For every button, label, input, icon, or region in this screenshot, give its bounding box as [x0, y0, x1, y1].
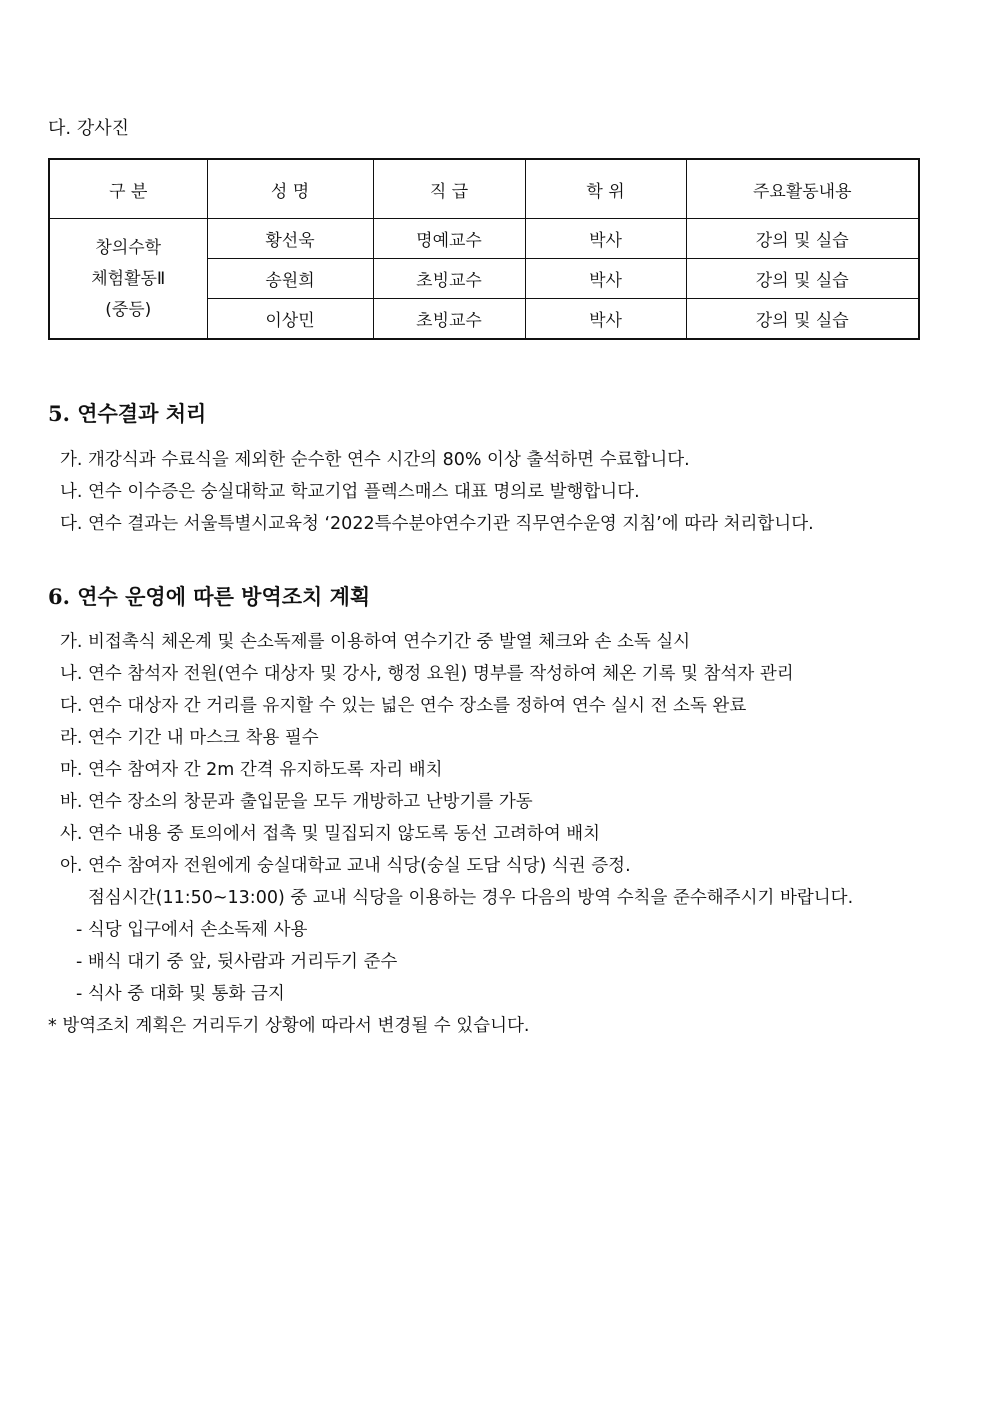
category-line: 체험활동Ⅱ	[91, 269, 166, 289]
header-name: 성 명	[207, 159, 373, 219]
lunch-rule: - 식당 입구에서 손소독제 사용	[76, 920, 308, 940]
section5-item: 나. 연수 이수증은 숭실대학교 학교기업 플렉스매스 대표 명의로 발행합니다.	[60, 482, 640, 502]
instructor-table	[48, 158, 920, 340]
instructor-rank: 초빙교수	[373, 299, 525, 340]
instructor-name: 이상민	[207, 299, 373, 340]
section6-item: 나. 연수 참석자 전원(연수 대상자 및 강사, 행정 요원) 명부를 작성하여 체온 기록 및 참석자 관리	[60, 664, 794, 684]
section-c-title: 다. 강사진	[48, 118, 129, 139]
footnote: * 방역조치 계획은 거리두기 상황에 따라서 변경될 수 있습니다.	[48, 1016, 530, 1036]
instructor-name: 송원희	[207, 259, 373, 299]
category-line: 창의수학	[95, 238, 162, 258]
section6-item: 마. 연수 참여자 간 2m 간격 유지하도록 자리 배치	[60, 760, 443, 780]
table-row	[49, 219, 919, 259]
section6-title: 6. 연수 운영에 따른 방역조치 계획	[48, 584, 371, 609]
instructor-degree: 박사	[525, 219, 686, 259]
section5-title: 5. 연수결과 처리	[48, 401, 207, 426]
instructor-rank: 명예교수	[373, 219, 525, 259]
section6-item: 다. 연수 대상자 간 거리를 유지할 수 있는 넓은 연수 장소를 정하여 연수 실시 전 소독 완료	[60, 696, 747, 716]
section6-item: 라. 연수 기간 내 마스크 착용 필수	[60, 728, 319, 748]
section5-item: 다. 연수 결과는 서울특별시교육청 ‘2022특수분야연수기관 직무연수운영 지침’에 따라 처리합니다.	[60, 514, 814, 534]
instructor-activity: 강의 및 실습	[686, 259, 919, 299]
category-cell	[49, 219, 207, 340]
table-header-row	[49, 159, 919, 219]
instructor-activity: 강의 및 실습	[686, 299, 919, 340]
section5-item: 가. 개강식과 수료식을 제외한 순수한 연수 시간의 80% 이상 출석하면 수료합니다.	[60, 450, 690, 470]
section6-item: 바. 연수 장소의 창문과 출입문을 모두 개방하고 난방기를 가동	[60, 792, 533, 812]
header-rank: 직 급	[373, 159, 525, 219]
category-line: (중등)	[105, 300, 152, 320]
instructor-rank: 초빙교수	[373, 259, 525, 299]
header-degree: 학 위	[525, 159, 686, 219]
section6-item: 사. 연수 내용 중 토의에서 접촉 및 밀집되지 않도록 동선 고려하여 배치	[60, 824, 601, 844]
section6-item: 가. 비접촉식 체온계 및 손소독제를 이용하여 연수기간 중 발열 체크와 손 소독 실시	[60, 632, 691, 652]
instructor-activity: 강의 및 실습	[686, 219, 919, 259]
header-category: 구 분	[49, 159, 207, 219]
section6-item: 아. 연수 참여자 전원에게 숭실대학교 교내 식당(숭실 도담 식당) 식권 증정.	[60, 856, 631, 876]
lunch-rule: - 식사 중 대화 및 통화 금지	[76, 984, 285, 1004]
instructor-degree: 박사	[525, 299, 686, 340]
lunch-note: 점심시간(11:50~13:00) 중 교내 식당을 이용하는 경우 다음의 방역 수칙을 준수해주시기 바랍니다.	[88, 888, 854, 908]
header-activity: 주요활동내용	[686, 159, 919, 219]
lunch-rule: - 배식 대기 중 앞, 뒷사람과 거리두기 준수	[76, 952, 398, 972]
instructor-name: 황선욱	[207, 219, 373, 259]
instructor-degree: 박사	[525, 259, 686, 299]
